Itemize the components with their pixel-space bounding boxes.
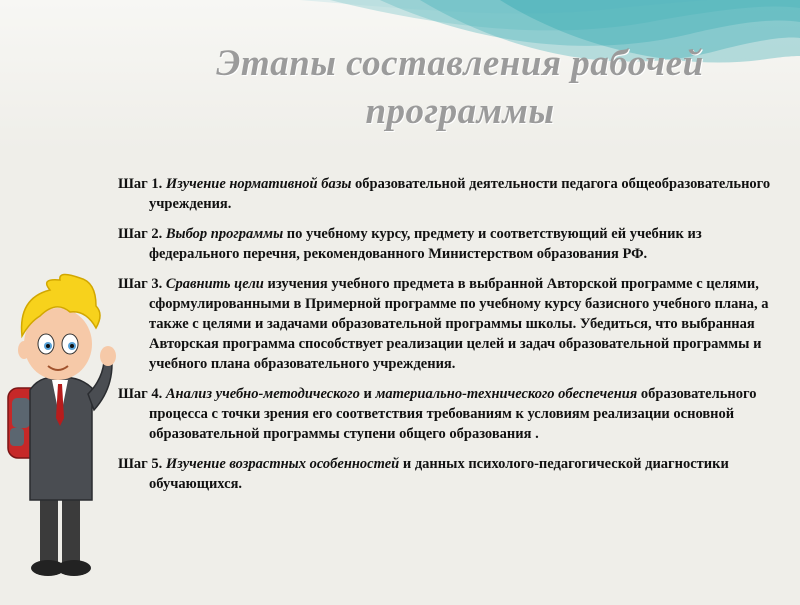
- schoolboy-illustration: [0, 270, 120, 600]
- step-1: [118, 174, 780, 214]
- step-prefix: Шаг 3.: [118, 276, 163, 292]
- steps-list: [118, 174, 780, 504]
- slide-title: [160, 40, 760, 136]
- step-emphasis: Выбор программы: [165, 226, 284, 242]
- step-text: по учебному курсу, предмету и соответствующий ей учебник из федерального перечня, рекомендованного Министерством образования РФ.: [149, 226, 702, 262]
- step-prefix: Шаг 5.: [118, 456, 163, 472]
- step-emphasis: Сравнить цели: [165, 276, 264, 292]
- step-text: и данных психолого-педагогической диагностики обучающихся.: [149, 456, 729, 492]
- step-emphasis: Изучение нормативной базы: [165, 176, 352, 192]
- step-text: образовательного процесса с точки зрения его соответствия требованиям к условиям реализации основной образовательной программы ступени общего образования .: [149, 386, 757, 442]
- step-text: образовательной деятельности педагога общеобразовательного учреждения.: [149, 176, 771, 212]
- step-4: [118, 384, 780, 444]
- step-emphasis: Анализ учебно-методического: [165, 386, 360, 402]
- step-prefix: Шаг 2.: [118, 226, 163, 242]
- step-2: [118, 224, 780, 264]
- step-emphasis: материально-технического обеспечения: [375, 386, 638, 402]
- step-prefix: Шаг 1.: [118, 176, 163, 192]
- step-5: [118, 454, 780, 494]
- title-line-2: программы: [365, 91, 555, 132]
- step-text: изучения учебного предмета в выбранной Авторской программе с целями, сформулированными в Примерной программе по учебному курсу базисного учебного плана, а также с целями и задачами образовательной программы школы. Убедиться, что выбранная Авторская программа способствует реализации целей и задач образовательной программы и учебного плана образовательного учреждения.: [149, 276, 769, 372]
- step-emphasis: Изучение возрастных особенностей: [165, 456, 400, 472]
- title-line-1: Этапы составления рабочей: [216, 43, 704, 84]
- step-3: [118, 274, 780, 374]
- step-text: и: [363, 386, 372, 402]
- schoolboy-graphic: [0, 270, 120, 600]
- step-prefix: Шаг 4.: [118, 386, 166, 402]
